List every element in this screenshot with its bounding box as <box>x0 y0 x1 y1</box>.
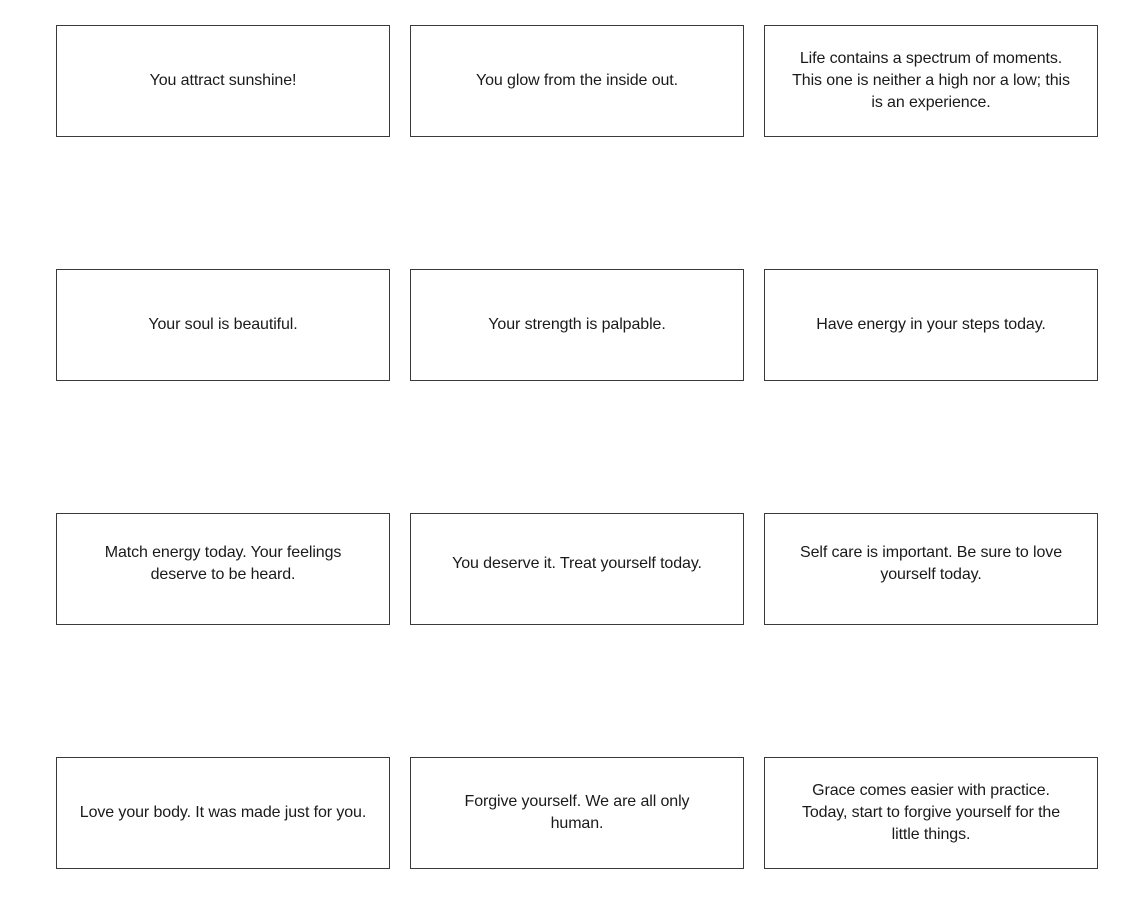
affirmation-text: Your strength is palpable. <box>488 316 666 333</box>
affirmation-text: Love your body. It was made just for you. <box>79 804 367 821</box>
affirmation-card <box>56 25 390 137</box>
affirmation-card <box>56 513 390 625</box>
affirmation-card <box>764 25 1098 137</box>
affirmation-card <box>764 513 1098 625</box>
affirmation-card <box>410 269 744 381</box>
affirmation-text: You deserve it. Treat yourself today. <box>452 555 702 572</box>
affirmation-card <box>56 269 390 381</box>
affirmation-text: Life contains a spectrum of moments. This one is neither a high nor a low; this is an experience. <box>792 50 1070 111</box>
affirmation-text: Grace comes easier with practice. Today, start to forgive yourself for the little things. <box>801 782 1061 843</box>
affirmation-card <box>56 757 390 869</box>
affirmation-text: You glow from the inside out. <box>476 72 678 89</box>
affirmation-card <box>764 269 1098 381</box>
affirmation-text: Match energy today. Your feelings deserve to be heard. <box>104 544 342 583</box>
affirmation-text: Self care is important. Be sure to love yourself today. <box>800 544 1062 583</box>
affirmation-text: You attract sunshine! <box>149 72 297 89</box>
affirmation-card <box>764 757 1098 869</box>
affirmation-card <box>410 25 744 137</box>
affirmation-card <box>410 513 744 625</box>
affirmation-text: Have energy in your steps today. <box>816 316 1046 333</box>
affirmation-card <box>410 757 744 869</box>
affirmation-text: Your soul is beautiful. <box>148 316 298 333</box>
affirmation-text: Forgive yourself. We are all only human. <box>464 793 690 832</box>
